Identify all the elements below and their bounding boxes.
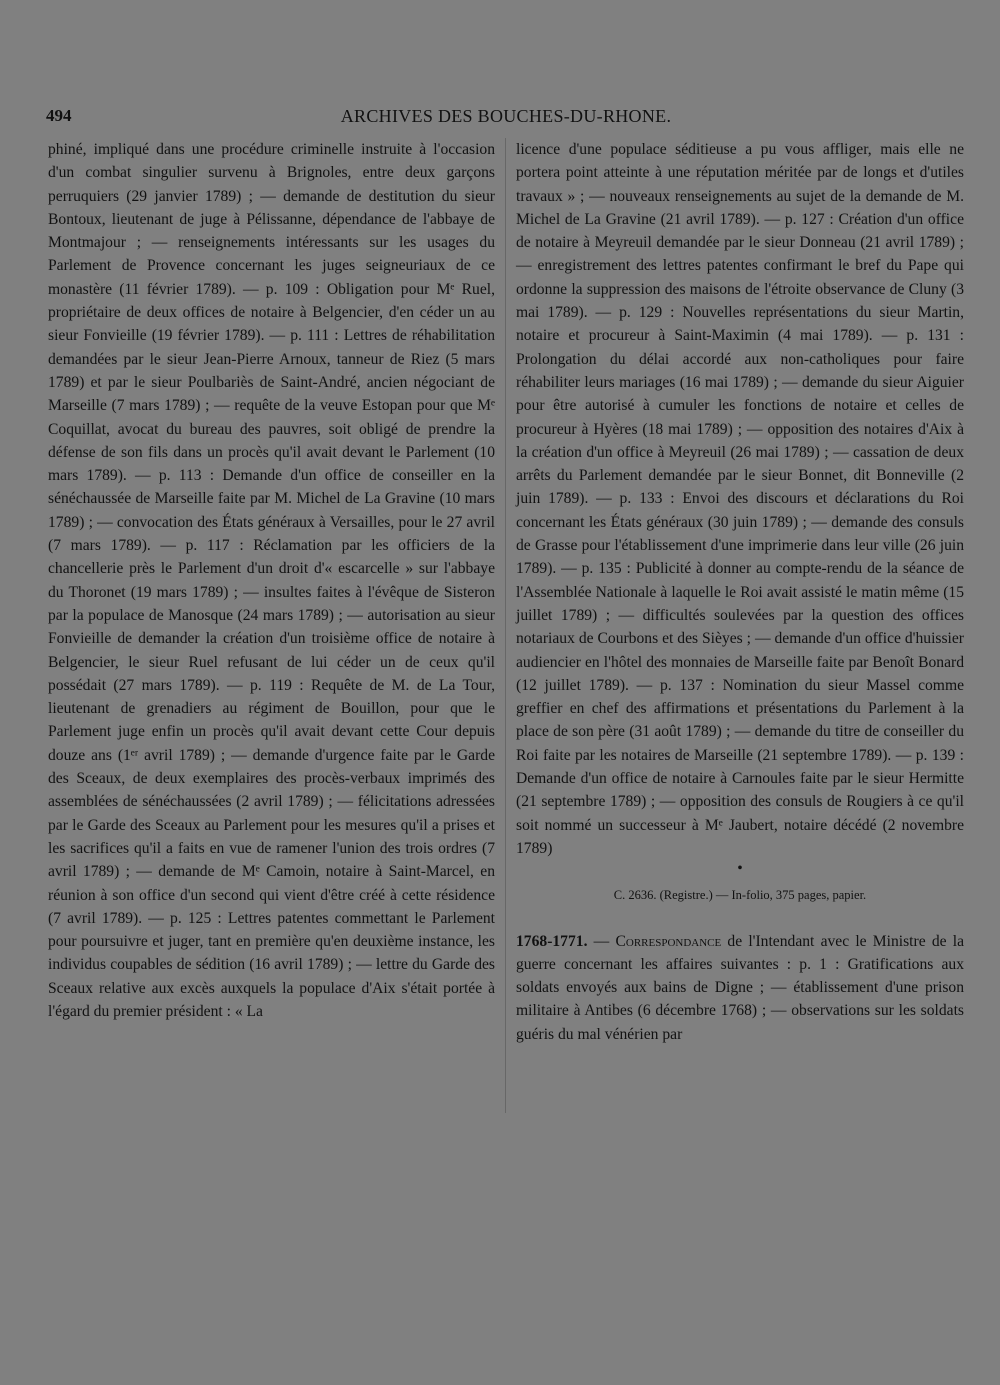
right-column: [516, 138, 964, 1046]
entry-dash: —: [587, 932, 616, 950]
register-description: C. 2636. (Registre.) — In-folio, 375 pages, papier.: [613, 888, 867, 903]
column-divider: [505, 138, 506, 1113]
entry-paragraph: [516, 930, 964, 1046]
entry-code: 1768-1771.: [516, 932, 588, 950]
entry-heading: Correspondance: [615, 932, 722, 950]
left-column: [48, 138, 495, 1023]
page-header: [46, 106, 966, 132]
left-column-text: phiné, impliqué dans une procédure criminelle instruite à l'occasion d'un combat singulier survenu à Brignoles, entre deux garçons perruquiers (29 janvier 1789) ; — demande de destitution du sieur Bontoux, lieutenant de juge à Pélissanne, dépendance de l'abbaye de Montmajour ; — renseignements intéressants sur les usages du Parlement de Provence concernant les juges seigneuriaux de ce monastère (11 février 1789). — p. 109 : Obligation pour Mᵉ Ruel, propriétaire de deux offices de notaire à Belgencier, d'en céder un au sieur Fonvieille (19 février 1789). — p. 111 : Lettres de réhabilitation demandées par le sieur Jean-Pierre Arnoux, tanneur de Riez (5 mars 1789) et par le sieur Poulbariès de Saint-André, ancien négociant de Marseille (7 mars 1789) ; — requête de la veuve Estopan pour que Mᵉ Coquillat, avocat du bureau des pauvres, soit obligé de prendre la défense de son fils dans un procès qu'il avait devant le Parlement (10 mars 1789). — p. 113 : Demande d'un office de conseiller en la sénéchaussée de Marseille faite par M. Michel de La Gravine (10 mars 1789) ; — convocation des États généraux à Versailles, pour le 27 avril (7 mars 1789). — p. 117 : Réclamation par les officiers de la chancellerie près le Parlement d'un droit d'« escarcelle » sur l'abbaye du Thoronet (19 mars 1789) ; — insultes faites à l'évêque de Sisteron par la populace de Manosque (24 mars 1789) ; — autorisation au sieur Fonvieille de demander la création d'un troisième office de notaire à Belgencier, le sieur Ruel refusant de lui céder un de ceux qu'il possédait (27 mars 1789). — p. 119 : Requête de M. de La Tour, lieutenant de grenadiers au régiment de Bouillon, pour que le Parlement juge enfin un procès qu'il avait devant cette Cour depuis douze ans (1ᵉʳ avril 1789) ; — demande d'urgence faite par le Garde des Sceaux, de deux exemplaires des procès-verbaux imprimés des assemblées de sénéchaussées (2 avril 1789) ; — félicitations adressées par le Garde des Sceaux au Parlement pour les mesures qu'il a prises et les sacrifices qu'il a faits en vue de ramener l'union des trois ordres (7 avril 1789) ; — demande de Mᵉ Camoin, notaire à Saint-Marcel, en réunion à son office d'un second qui vient d'être créé à cette résidence (7 avril 1789). — p. 125 : Lettres patentes commettant le Parlement pour poursuivre et juger, tant en première qu'en deuxième instance, les individus coupables de sédition (16 avril 1789) ; — lettre du Garde des Sceaux relative aux excès auxquels la populace d'Aix s'était portée à l'égard du premier président : « La: [48, 141, 495, 1020]
section-separator: •: [737, 860, 743, 878]
entry-text: de l'Intendant avec le Ministre de la guerre concernant les affaires suivantes : p. 1 : Gratifications aux soldats envoyés aux bains de Digne ; — établissement d'une prison militaire à Antibes (6 décembre 1768) ; — observations sur les soldats guéris du mal vénérien par: [516, 932, 964, 1043]
running-title: ARCHIVES DES BOUCHES-DU-RHONE.: [340, 106, 672, 126]
page-number: 494: [46, 106, 72, 125]
right-column-text: licence d'une populace séditieuse a pu vous affliger, mais elle ne portera point atteinte à une réputation méritée par de longs et d'utiles travaux » ; — nouveaux renseignements au sujet de la demande de M. Michel de La Gravine (21 avril 1789). — p. 127 : Création d'un office de notaire à Meyreuil demandée par le sieur Donneau (21 avril 1789) ; — enregistrement des lettres patentes confirmant le bref du Pape qui ordonne la suppression des maisons de l'étroite observance de Cluny (3 mai 1789). — p. 129 : Nouvelles représentations du sieur Martin, notaire et procureur à Saint-Maximin (4 mai 1789). — p. 131 : Prolongation du délai accordé aux non-catholiques pour faire réhabiliter leurs mariages (16 mai 1789) ; — demande du sieur Aiguier pour être autorisé à cumuler les fonctions de notaire et celles de procureur à Hyères (18 mai 1789) ; — opposition des notaires d'Aix à la création d'un office à Meyreuil (26 mai 1789) ; — cassation de deux arrêts du Parlement demandée par le sieur Bonnet, dit Bonneville (2 juin 1789). — p. 133 : Envoi des discours et déclarations du Roi concernant les États généraux (30 juin 1789) ; — demande des consuls de Grasse pour l'établissement d'une imprimerie dans leur ville (26 juin 1789). — p. 135 : Publicité à donner au compte-rendu de la séance de l'Assemblée Nationale à laquelle le Roi avait assisté le matin même (15 juillet 1789) ; — difficultés soulevées par la question des offices notariaux de Courbons et des Sièyes ; — demande d'un office d'huissier audiencier en l'hôtel des monnaies de Marseille faite par Benoît Bonard (12 juillet 1789). — p. 137 : Nomination du sieur Massel comme greffier en chef des affirmations et présentations du Parlement à la place de son père (31 août 1789) ; — demande du titre de conseiller du Roi faite par les notaires de Marseille (21 septembre 1789). — p. 139 : Demande d'un office de notaire à Carnoules faite par le sieur Hermitte (21 septembre 1789) ; — opposition des consuls de Rougiers à ce qu'il soit nommé un successeur à Mᵉ Jaubert, notaire décédé (2 novembre 1789): [516, 141, 964, 857]
